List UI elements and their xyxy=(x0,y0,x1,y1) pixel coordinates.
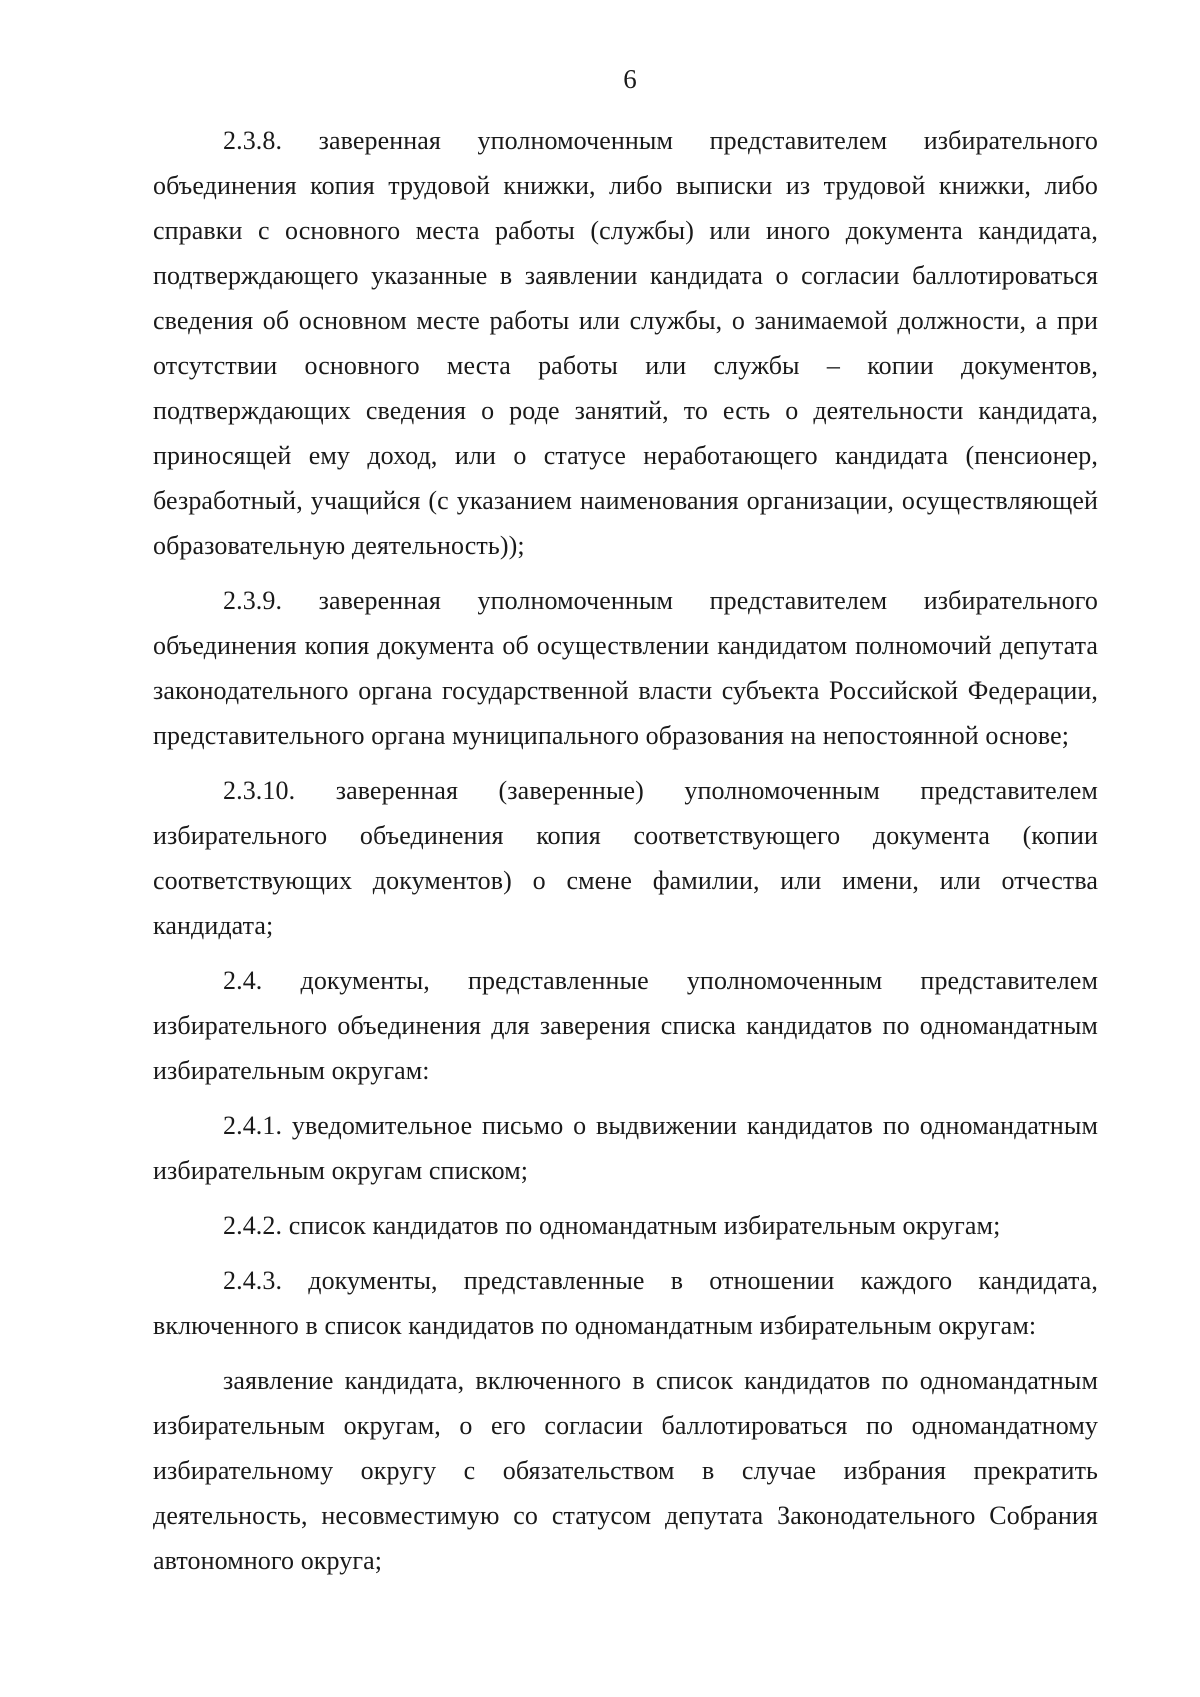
paragraph-2-4-1: 2.4.1. уведомительное письмо о выдвижении кандидатов по одномандатным избирательным округам списком; xyxy=(153,1111,1098,1185)
paragraph-2-3-9: 2.3.9. заверенная уполномоченным представителем избирательного объединения копия документа об осуществлении кандидатом полномочий депутата законодательного органа государственной власти субъекта Российской Федерации, представительного органа муниципального образования на непостоянной основе; xyxy=(153,586,1098,750)
paragraph-2-3-8: 2.3.8. заверенная уполномоченным представителем избирательного объединения копия трудовой книжки, либо выписки из трудовой книжки, либо справки с основного места работы (службы) или иного документа кандидата, подтверждающего указанные в заявлении кандидата о согласии баллотироваться сведения об основном месте работы или службы, о занимаемой должности, а при отсутствии основного места работы или службы – копии документов, подтверждающих сведения о роде занятий, то есть о деятельности кандидата, приносящей ему доход, или о статусе неработающего кандидата (пенсионер, безработный, учащийся (с указанием наименования организации, осуществляющей образовательную деятельность)); xyxy=(153,126,1098,560)
paragraph-2-4-3: 2.4.3. документы, представленные в отношении каждого кандидата, включенного в список кандидатов по одномандатным избирательным округам: xyxy=(153,1266,1098,1340)
document-body xyxy=(153,118,1098,1593)
paragraph-candidate-statement: заявление кандидата, включенного в список кандидатов по одномандатным избирательным округам, о его согласии баллотироваться по одномандатному избирательному округу с обязательством в случае избрания прекратить деятельность, несовместимую со статусом депутата Законодательного Собрания автономного округа; xyxy=(153,1366,1098,1575)
paragraph-2-3-10: 2.3.10. заверенная (заверенные) уполномоченным представителем избирательного объединения копия соответствующего документа (копии соответствующих документов) о смене фамилии, или имени, или отчества кандидата; xyxy=(153,776,1098,940)
paragraph-2-4: 2.4. документы, представленные уполномоченным представителем избирательного объединения для заверения списка кандидатов по одномандатным избирательным округам: xyxy=(153,966,1098,1085)
page-number: 6 xyxy=(623,64,637,94)
paragraph-2-4-2: 2.4.2. список кандидатов по одномандатным избирательным округам; xyxy=(223,1211,1001,1240)
